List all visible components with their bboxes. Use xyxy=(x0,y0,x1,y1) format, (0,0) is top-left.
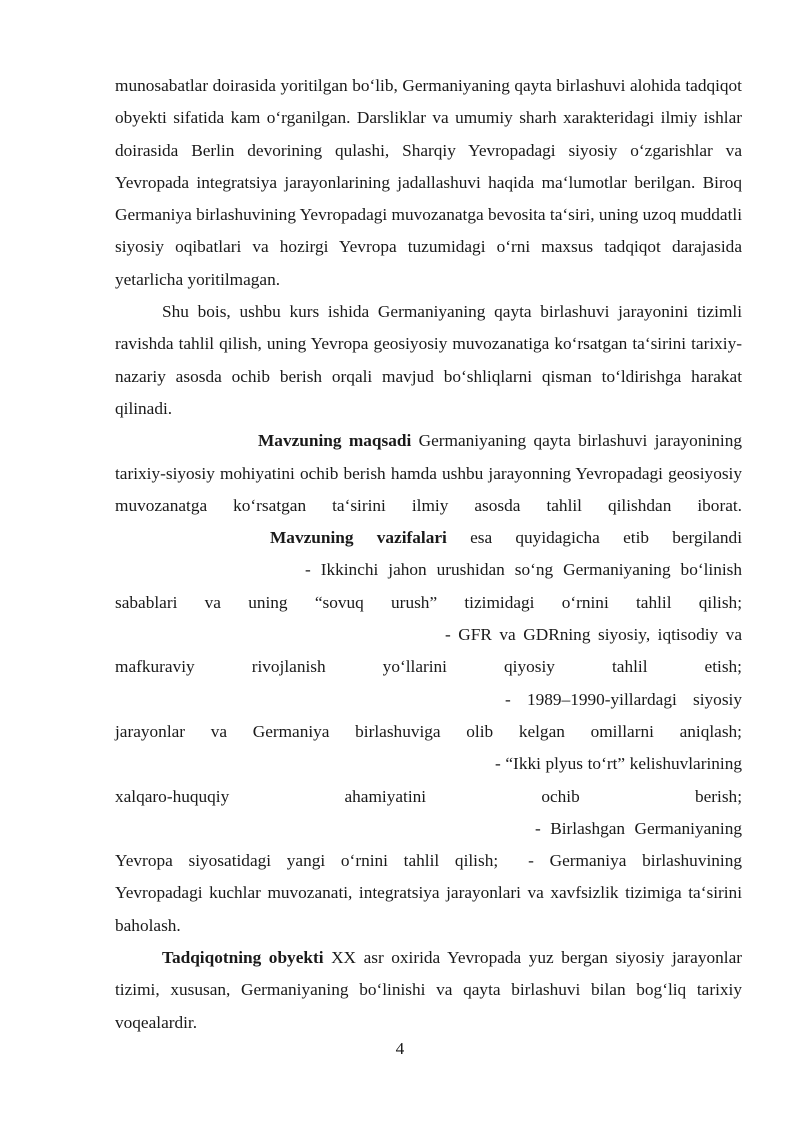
goal-text: Germaniyaning qayta birlashuvi jarayonining tarixiy-siyosiy mohiyatini ochib berish hamda ushbu jarayonning Yevropadagi geosiyosiy muvozanatga koʻrsatgan taʻsirini ilmiy asosda tahlil qilishdan iborat. xyxy=(115,431,742,515)
paragraph-research-object xyxy=(115,942,742,1039)
task-item-1: - Ikkinchi jahon urushidan soʻng Germaniyaning boʻlinish sabablari va uning “sovuq urush” tizimidagi oʻrnini tahlil qilish; xyxy=(115,560,742,612)
task-item-5: - Birlashgan Germaniyaning Yevropa siyosatidagi yangi oʻrnini tahlil qilish; xyxy=(115,818,742,871)
object-heading: Tadqiqotning obyekti xyxy=(162,948,324,968)
tasks-heading: Mavzuning vazifalari xyxy=(270,528,447,548)
task-item-3: - 1989–1990-yillardagi siyosiy jarayonlar va Germaniya birlashuviga olib kelgan omillarni aniqlash; xyxy=(115,689,742,741)
task-item-2: - GFR va GDRning siyosiy, iqtisodiy va mafkuraviy rivojlanish yoʻllarini qiyosiy tahlil etish; xyxy=(115,625,742,677)
paragraph-goal xyxy=(115,425,742,942)
tasks-intro: esa quyidagicha etib bergilandi xyxy=(446,528,742,548)
paragraph-literature-review: munosabatlar doirasida yoritilgan boʻlib, Germaniyaning qayta birlashuvi alohida tadqiqot obyekti sifatida kam oʻrganilgan. Darsliklar va umumiy sharh xarakteridagi ilmiy ishlar doirasida Berlin devorining qulashi, Sharqiy Yevropadagi siyosiy oʻzgarishlar va Yevropada integratsiya jarayonlarining jadallashuvi haqida maʻlumotlar berilgan. Biroq Germaniya birlashuvining Yevropadagi muvozanatga bevosita taʻsiri, uning uzoq muddatli siyosiy oqibatlari va hozirgi Yevropa tuzumidagi oʻrni maxsus tadqiqot darajasida yetarlicha yoritilmagan. xyxy=(115,76,742,289)
task-item-4: - “Ikki plyus toʻrt” kelishuvlarining xalqaro-huquqiy ahamiyatini ochib berish; xyxy=(115,754,742,806)
page-number: 4 xyxy=(395,1039,405,1058)
task-item-6: - Germaniya birlashuvining Yevropadagi kuchlar muvozanati, integratsiya jarayonlari va xavfsizlik tizimiga taʻsirini baholash. xyxy=(115,851,742,935)
goal-heading: Mavzuning maqsadi xyxy=(258,431,412,451)
object-text: XX asr oxirida Yevropada yuz bergan siyosiy jarayonlar tizimi, xususan, Germaniyaning boʻlinishi va qayta birlashuvi bilan bogʻliq tarixiy voqealardir. xyxy=(115,948,743,1032)
paragraph-course-aim-intro: Shu bois, ushbu kurs ishida Germaniyaning qayta birlashuvi jarayonini tizimli ravishda tahlil qilish, uning Yevropa geosiyosiy muvozanatiga koʻrsatgan taʻsirini tarixiy-nazariy asosda ochib berish orqali mavjud boʻshliqlarni qisman toʻldirishga harakat qilinadi. xyxy=(115,302,742,418)
document-page xyxy=(115,70,742,1039)
